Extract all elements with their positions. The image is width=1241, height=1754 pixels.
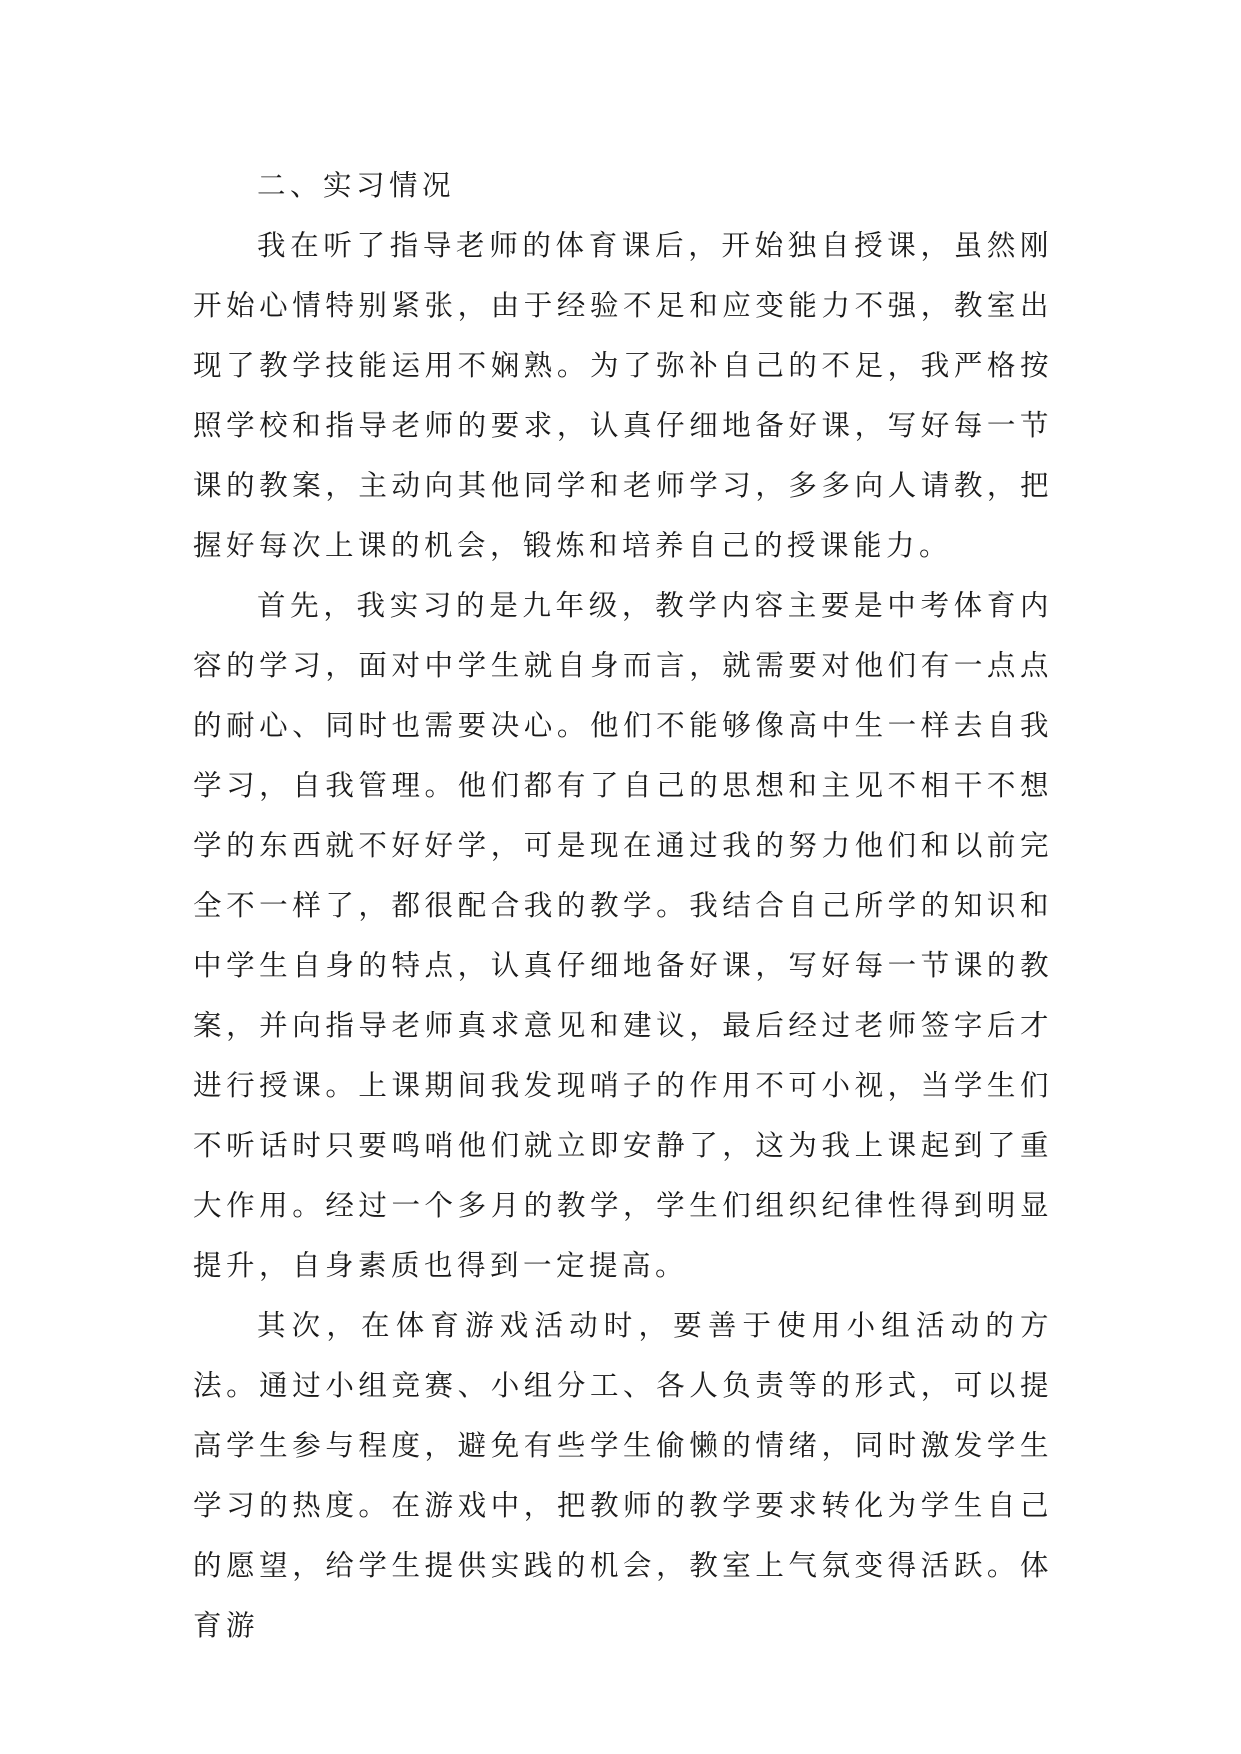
document-body xyxy=(193,156,1053,1656)
paragraph-teaching-start: 我在听了指导老师的体育课后，开始独自授课，虽然刚开始心情特别紧张，由于经验不足和应变能力不强，教室出现了教学技能运用不娴熟。为了弥补自己的不足，我严格按照学校和指导老师的要求，认真仔细地备好课，写好每一节课的教案，主动向其他同学和老师学习，多多向人请教，把握好每次上课的机会，锻炼和培养自己的授课能力。 xyxy=(193,229,1053,562)
paragraph-second-group-games: 其次，在体育游戏活动时，要善于使用小组活动的方法。通过小组竞赛、小组分工、各人负责等的形式，可以提高学生参与程度，避免有些学生偷懒的情绪，同时激发学生学习的热度。在游戏中，把教师的教学要求转化为学生自己的愿望，给学生提供实践的机会，教室上气氛变得活跃。体育游 xyxy=(193,1309,1053,1642)
paragraph-first-grade-nine: 首先，我实习的是九年级，教学内容主要是中考体育内容的学习，面对中学生就自身而言，就需要对他们有一点点的耐心、同时也需要决心。他们不能够像高中生一样去自我学习，自我管理。他们都有了自己的思想和主见不相干不想学的东西就不好好学，可是现在通过我的努力他们和以前完全不一样了，都很配合我的教学。我结合自己所学的知识和中学生自身的特点，认真仔细地备好课，写好每一节课的教案，并向指导老师真求意见和建议，最后经过老师签字后才进行授课。上课期间我发现哨子的作用不可小视，当学生们不听话时只要鸣哨他们就立即安静了，这为我上课起到了重大作用。经过一个多月的教学，学生们组织纪律性得到明显提升，自身素质也得到一定提高。 xyxy=(193,589,1053,1282)
section-heading: 二、实习情况 xyxy=(257,169,456,202)
